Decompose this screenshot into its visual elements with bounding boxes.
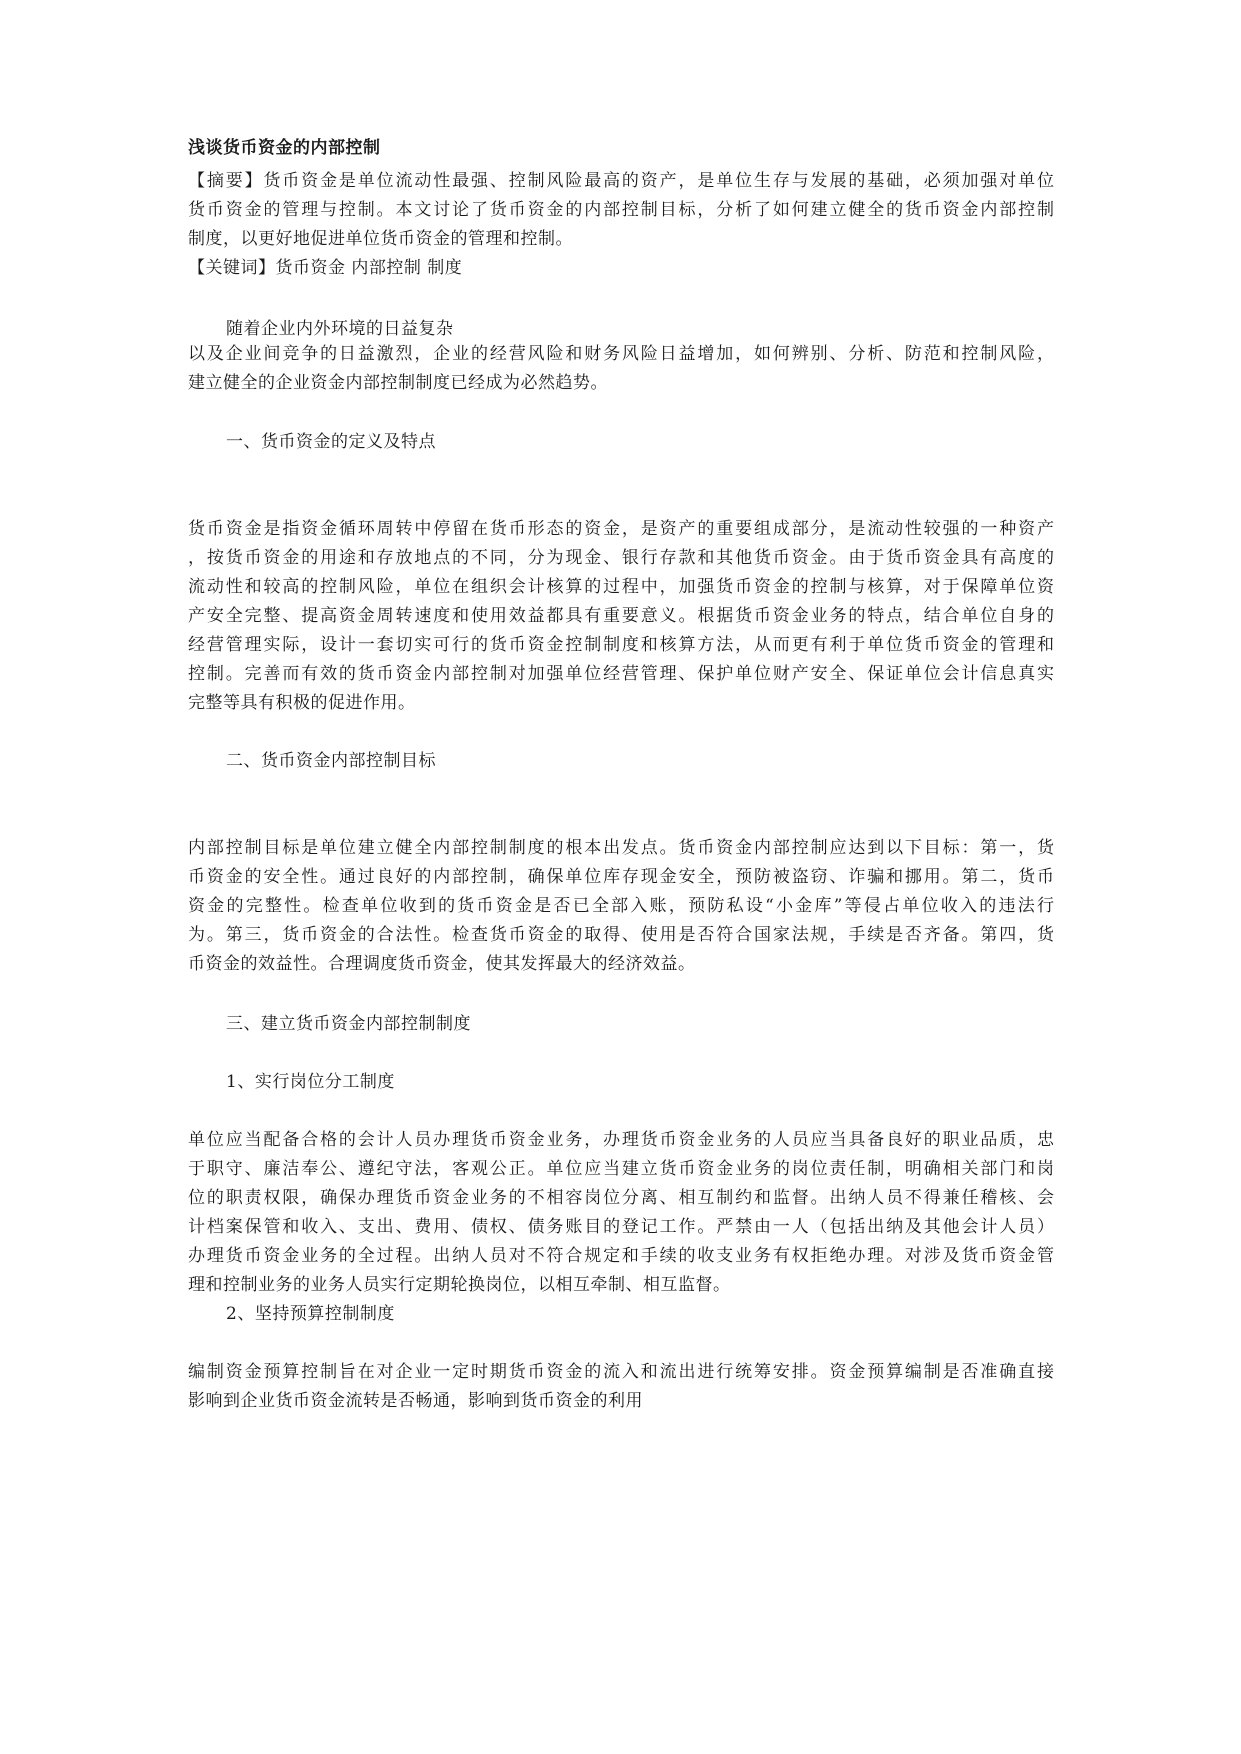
section-heading-3: 三、建立货币资金内部控制制度 xyxy=(226,1014,471,1034)
subsection1-line: 位的职责权限，确保办理货币资金业务的不相容岗位分离、相互制约和监督。出纳人员不得兼任稽核、会 xyxy=(188,1188,1054,1208)
section2-line: 币资金的效益性。合理调度货币资金，使其发挥最大的经济效益。 xyxy=(188,954,696,974)
section1-line: ，按货币资金的用途和存放地点的不同，分为现金、银行存款和其他货币资金。由于货币资金具有高度的 xyxy=(188,548,1054,568)
subsection-heading-1: 1、实行岗位分工制度 xyxy=(226,1072,395,1092)
subsection1-line: 单位应当配备合格的会计人员办理货币资金业务，办理货币资金业务的人员应当具备良好的职业品质，忠 xyxy=(188,1130,1054,1150)
subsection2-line: 编制资金预算控制旨在对企业一定时期货币资金的流入和流出进行统筹安排。资金预算编制是否准确直接 xyxy=(188,1362,1054,1382)
document-title: 浅谈货币资金的内部控制 xyxy=(188,138,381,158)
subsection2-line: 影响到企业货币资金流转是否畅通，影响到货币资金的利用 xyxy=(188,1391,643,1411)
section2-line: 为。第三，货币资金的合法性。检查货币资金的取得、使用是否符合国家法规，手续是否齐备。第四，货 xyxy=(188,925,1054,945)
abstract-line: 【摘要】货币资金是单位流动性最强、控制风险最高的资产，是单位生存与发展的基础，必须加强对单位 xyxy=(188,171,1054,191)
section1-line: 经营管理实际，设计一套切实可行的货币资金控制制度和核算方法，从而更有利于单位货币资金的管理和 xyxy=(188,635,1054,655)
section-heading-1: 一、货币资金的定义及特点 xyxy=(226,432,436,452)
abstract-line: 货币资金的管理与控制。本文讨论了货币资金的内部控制目标，分析了如何建立健全的货币资金内部控制 xyxy=(188,200,1054,220)
subsection1-line: 办理货币资金业务的全过程。出纳人员对不符合规定和手续的收支业务有权拒绝办理。对涉及货币资金管 xyxy=(188,1246,1054,1266)
section1-line: 完整等具有积极的促进作用。 xyxy=(188,693,416,713)
subsection1-line: 理和控制业务的业务人员实行定期轮换岗位，以相互牵制、相互监督。 xyxy=(188,1275,731,1295)
subsection1-line: 于职守、廉洁奉公、遵纪守法，客观公正。单位应当建立货币资金业务的岗位责任制，明确相关部门和岗 xyxy=(188,1159,1054,1179)
abstract-line: 制度，以更好地促进单位货币资金的管理和控制。 xyxy=(188,229,573,249)
section-heading-2: 二、货币资金内部控制目标 xyxy=(226,751,436,771)
intro-line: 随着企业内外环境的日益复杂 xyxy=(226,319,454,339)
subsection-heading-2: 2、坚持预算控制制度 xyxy=(226,1304,395,1324)
section2-line: 币资金的安全性。通过良好的内部控制，确保单位库存现金安全，预防被盗窃、诈骗和挪用。第二，货币 xyxy=(188,867,1054,887)
intro-line: 以及企业间竞争的日益激烈，企业的经营风险和财务风险日益增加，如何辨别、分析、防范和控制风险， xyxy=(188,344,1054,364)
intro-line: 建立健全的企业资金内部控制制度已经成为必然趋势。 xyxy=(188,373,608,393)
section1-line: 控制。完善而有效的货币资金内部控制对加强单位经营管理、保护单位财产安全、保证单位会计信息真实 xyxy=(188,664,1054,684)
section1-line: 流动性和较高的控制风险，单位在组织会计核算的过程中，加强货币资金的控制与核算，对于保障单位资 xyxy=(188,577,1054,597)
section1-line: 货币资金是指资金循环周转中停留在货币形态的资金，是资产的重要组成部分，是流动性较强的一种资产 xyxy=(188,519,1054,539)
subsection1-line: 计档案保管和收入、支出、费用、债权、债务账目的登记工作。严禁由一人（包括出纳及其他会计人员） xyxy=(188,1217,1054,1237)
section1-line: 产安全完整、提高资金周转速度和使用效益都具有重要意义。根据货币资金业务的特点，结合单位自身的 xyxy=(188,606,1054,626)
section2-line: 内部控制目标是单位建立健全内部控制制度的根本出发点。货币资金内部控制应达到以下目标：第一，货 xyxy=(188,838,1054,858)
section2-line: 资金的完整性。检查单位收到的货币资金是否已全部入账，预防私设“小金库”等侵占单位收入的违法行 xyxy=(188,896,1054,916)
keywords-line: 【关键词】货币资金 内部控制 制度 xyxy=(188,258,463,278)
